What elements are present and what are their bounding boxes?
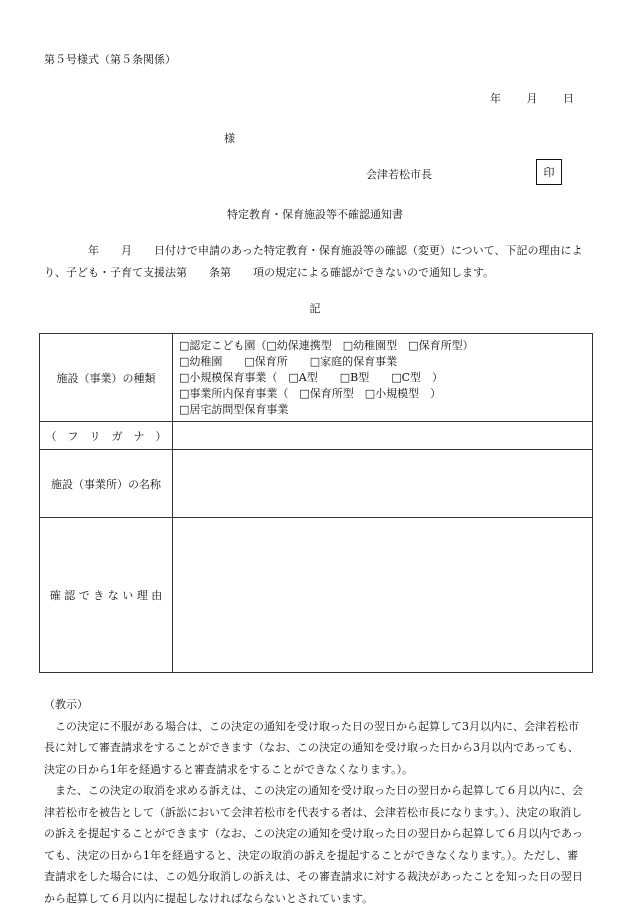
- notes-paragraph-2: また、この決定の取消を求める訴えは、この決定の通知を受け取った日の翌日から起算して６月以内に、会津若松市を被告として（訴訟において会津若松市を代表する者は、会津若松市長になります。）、決定の取消しの訴えを提起することができます（なお、この決定の通知を受け取った日の翌日から起算して６月以内であっても、決定の日から1年を経過すると、決定の取消の訴えを提起することができなくなります。）。ただし、審査請求をした場合には、この処分取消しの訴えは、その審査請求に対する裁決があったことを知った日の翌日から起算して６月以内に提起しなければならないとされています。: [44, 784, 583, 905]
- body-text: 年 月 日付けで申請のあった特定教育・保育施設等の確認（変更）について、下記の理由により、子ども・子育て支援法第 条第 項の規定による確認ができないので通知します。: [44, 244, 583, 279]
- facility-name-label: 施設（事業所）の名称: [40, 450, 173, 518]
- facility-option-line: □小規模保育事業（ □A型 □B型 □C型 ）: [179, 370, 444, 384]
- reason-label: 確 認 で き な い 理 由: [40, 518, 173, 673]
- seal-box: 印: [536, 159, 562, 185]
- table-row: [40, 450, 593, 518]
- furigana-field: [173, 422, 593, 450]
- ki-marker: 記: [309, 302, 321, 315]
- reason-field: [173, 518, 593, 673]
- notes-section: [44, 694, 589, 909]
- date-day: 日: [563, 92, 574, 105]
- facility-option-line: □幼稚園 □保育所 □家庭的保育事業: [179, 354, 398, 368]
- notes-paragraph-1: この決定に不服がある場合は、この決定の通知を受け取った日の翌日から起算して3月以内に、会津若松市長に対して審査請求をすることができます（なお、この決定の通知を受け取った日から3月以内であっても、決定の日から1年を経過すると審査請求をすることができなくなります。）。: [44, 719, 579, 776]
- facility-option-line: □居宅訪問型保育事業: [179, 402, 289, 416]
- recipient-suffix: 様: [224, 132, 235, 145]
- table-row: [40, 334, 593, 422]
- facility-name-field: [173, 450, 593, 518]
- date-year: 年: [490, 92, 501, 105]
- table-row: [40, 422, 593, 450]
- facility-type-label: 施設（事業）の種類: [40, 334, 173, 422]
- facility-type-options: [173, 334, 593, 422]
- notes-heading: （教示）: [44, 698, 88, 711]
- date-line: [468, 90, 574, 106]
- furigana-label: （ フ リ ガ ナ ）: [40, 422, 173, 450]
- facility-option-line: □認定こども園（□幼保連携型 □幼稚園型 □保育所型）: [179, 338, 474, 352]
- form-number: 第５号様式（第５条関係）: [44, 53, 176, 66]
- date-month: 月: [526, 92, 538, 105]
- document-title: 特定教育・保育施設等不確認通知書: [227, 208, 403, 221]
- issuer-name: 会津若松市長: [366, 168, 432, 181]
- form-table: [39, 333, 593, 673]
- table-row: [40, 518, 593, 673]
- facility-option-line: □事業所内保育事業（ □保育所型 □小規模型 ）: [179, 386, 442, 400]
